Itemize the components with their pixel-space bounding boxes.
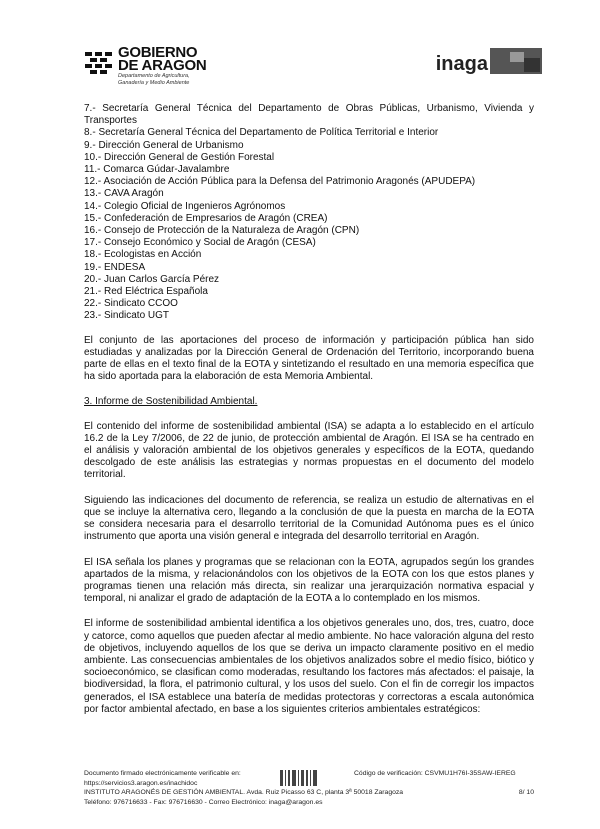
list-item: 17.- Consejo Económico y Social de Aragón (CESA) — [84, 237, 316, 249]
aragon-logo-icon — [84, 50, 114, 76]
list-item: 12.- Asociación de Acción Pública para la Defensa del Patrimonio Aragonés (APUDEPA) — [84, 176, 476, 188]
participants-list — [84, 103, 534, 323]
page-number: 8/ 10 — [518, 789, 534, 796]
paragraph-participation: El conjunto de las aportaciones del proceso de información y participación pública han sido estudiadas y analizadas por la Dirección General de Ordenación del Territorio, incorporando buena parte de ellas en el texto final de la EOTA y sintetizando el resultado en una memoria específica que ha sido aportada para la elaboración de esta Memoria Ambiental. — [84, 334, 534, 383]
list-item: 19.- ENDESA — [84, 261, 146, 273]
page-footer — [84, 769, 534, 807]
page-header — [84, 44, 544, 102]
paragraph-isa-content: El contenido del informe de sostenibilidad ambiental (ISA) se adapta a lo establecido en el artículo 16.2 de la Ley 7/2006, de 22 de junio, de protección ambiental de Aragón. El ISA se ha centrado en el análisis y valoración ambiental de los objetivos generales y específicos de la EOTA, quedando descolgado de este análisis las estrategias y normas propuestas en el documento del modelo territorial. — [84, 420, 534, 481]
logo-line1: GOBIERNO — [118, 44, 198, 61]
list-item: 18.- Ecologistas en Acción — [84, 249, 202, 261]
list-item: 13.- CAVA Aragón — [84, 188, 164, 200]
logo-wordmark — [118, 46, 206, 72]
footer-verification-code: Código de verificación: CSVMU1H76I-35SAW-IEREG — [354, 770, 516, 777]
logo-line2: DE ARAGON — [118, 57, 207, 74]
footer-signed: Documento firmado electrónicamente verificable en: — [84, 770, 241, 777]
inaga-logo-icon — [435, 46, 544, 76]
section-heading: 3. Informe de Sostenibilidad Ambiental. — [84, 396, 258, 408]
list-item: 21.- Red Eléctrica Española — [84, 286, 208, 298]
list-item: 16.- Consejo de Protección de la Naturaleza de Aragón (CPN) — [84, 225, 360, 237]
list-item: 15.- Confederación de Empresarios de Aragón (CREA) — [84, 212, 328, 224]
list-item: 8.- Secretaría General Técnica del Departamento de Política Territorial e Interior — [84, 127, 439, 139]
logo-sub1: Departamento de Agricultura, — [118, 73, 190, 79]
list-item: 7.- Secretaría General Técnica del Departamento de Obras Públicas, Urbanismo, Vivienda y Transportes — [84, 103, 534, 127]
logo-sub2: Ganadería y Medio Ambiente — [118, 80, 190, 86]
list-item: 11.- Comarca Gúdar-Javalambre — [84, 164, 230, 176]
list-item: 22.- Sindicato CCOO — [84, 298, 178, 310]
document-body — [84, 103, 534, 729]
footer-address: INSTITUTO ARAGONÉS DE GESTIÓN AMBIENTAL. Avda. Ruiz Picasso 63 C, planta 3ª 50018 Zaragoza — [84, 789, 404, 796]
paragraph-alternatives: Siguiendo las indicaciones del documento de referencia, se realiza un estudio de alternativas en el que se incluye la alternativa cero, llegando a la conclusión de que la puesta en marcha de la EOTA se considera necesaria para el desarrollo territorial de la Comunidad Autónoma pues es el único instrumento que aporta una visión general e integrada del desarrollo territorial en Aragón. — [84, 494, 534, 543]
list-item: 20.- Juan Carlos García Pérez — [84, 273, 220, 285]
inaga-logo-text: inaga — [435, 53, 488, 75]
list-item: 10.- Dirección General de Gestión Forestal — [84, 151, 275, 163]
list-item: 23.- Sindicato UGT — [84, 310, 170, 322]
logo-department — [118, 73, 190, 87]
footer-verify-url[interactable]: https://servicios3.aragon.es/inachidoc — [84, 779, 198, 787]
paragraph-plans: El ISA señala los planes y programas que se relacionan con la EOTA, agrupados según los grandes apartados de la misma, y relacionándolos con los objetivos de la EOTA con los que estos planes y programas tienen una relación más directa, sin realizar una jerarquización normativa espacial y temporal, ni analizar el grado de adaptación de la EOTA a lo contemplado en los mismos. — [84, 556, 534, 605]
list-item: 14.- Colegio Oficial de Ingenieros Agrónomos — [84, 200, 286, 212]
paragraph-objectives: El informe de sostenibilidad ambiental identifica a los objetivos generales uno, dos, tres, cuatro, doce y catorce, como aquellos que pueden afectar al medio ambiente. No hace valoración alguna del resto de objetivos, incluyendo aquellos de los que se deriva un impacto claramente positivo en el medio ambiente. Las consecuencias ambientales de los objetivos analizados sobre el medio físico, biótico y socioeconómico, se clasifican como moderadas, resultando los factores más afectados: el paisaje, la biodiversidad, la flora, el patrimonio cultural, y los usos del suelo. Con el fin de corregir los impactos generados, el ISA establece una batería de medidas protectoras y correctoras a escala autonómica por factor ambiental afectado, en base a los siguientes criterios ambientales estratégicos: — [84, 618, 534, 715]
footer-contact: Teléfono: 976716633 - Fax: 976716630 - Correo Electrónico: inaga@aragon.es — [84, 798, 323, 806]
list-item: 9.- Dirección General de Urbanismo — [84, 139, 244, 151]
